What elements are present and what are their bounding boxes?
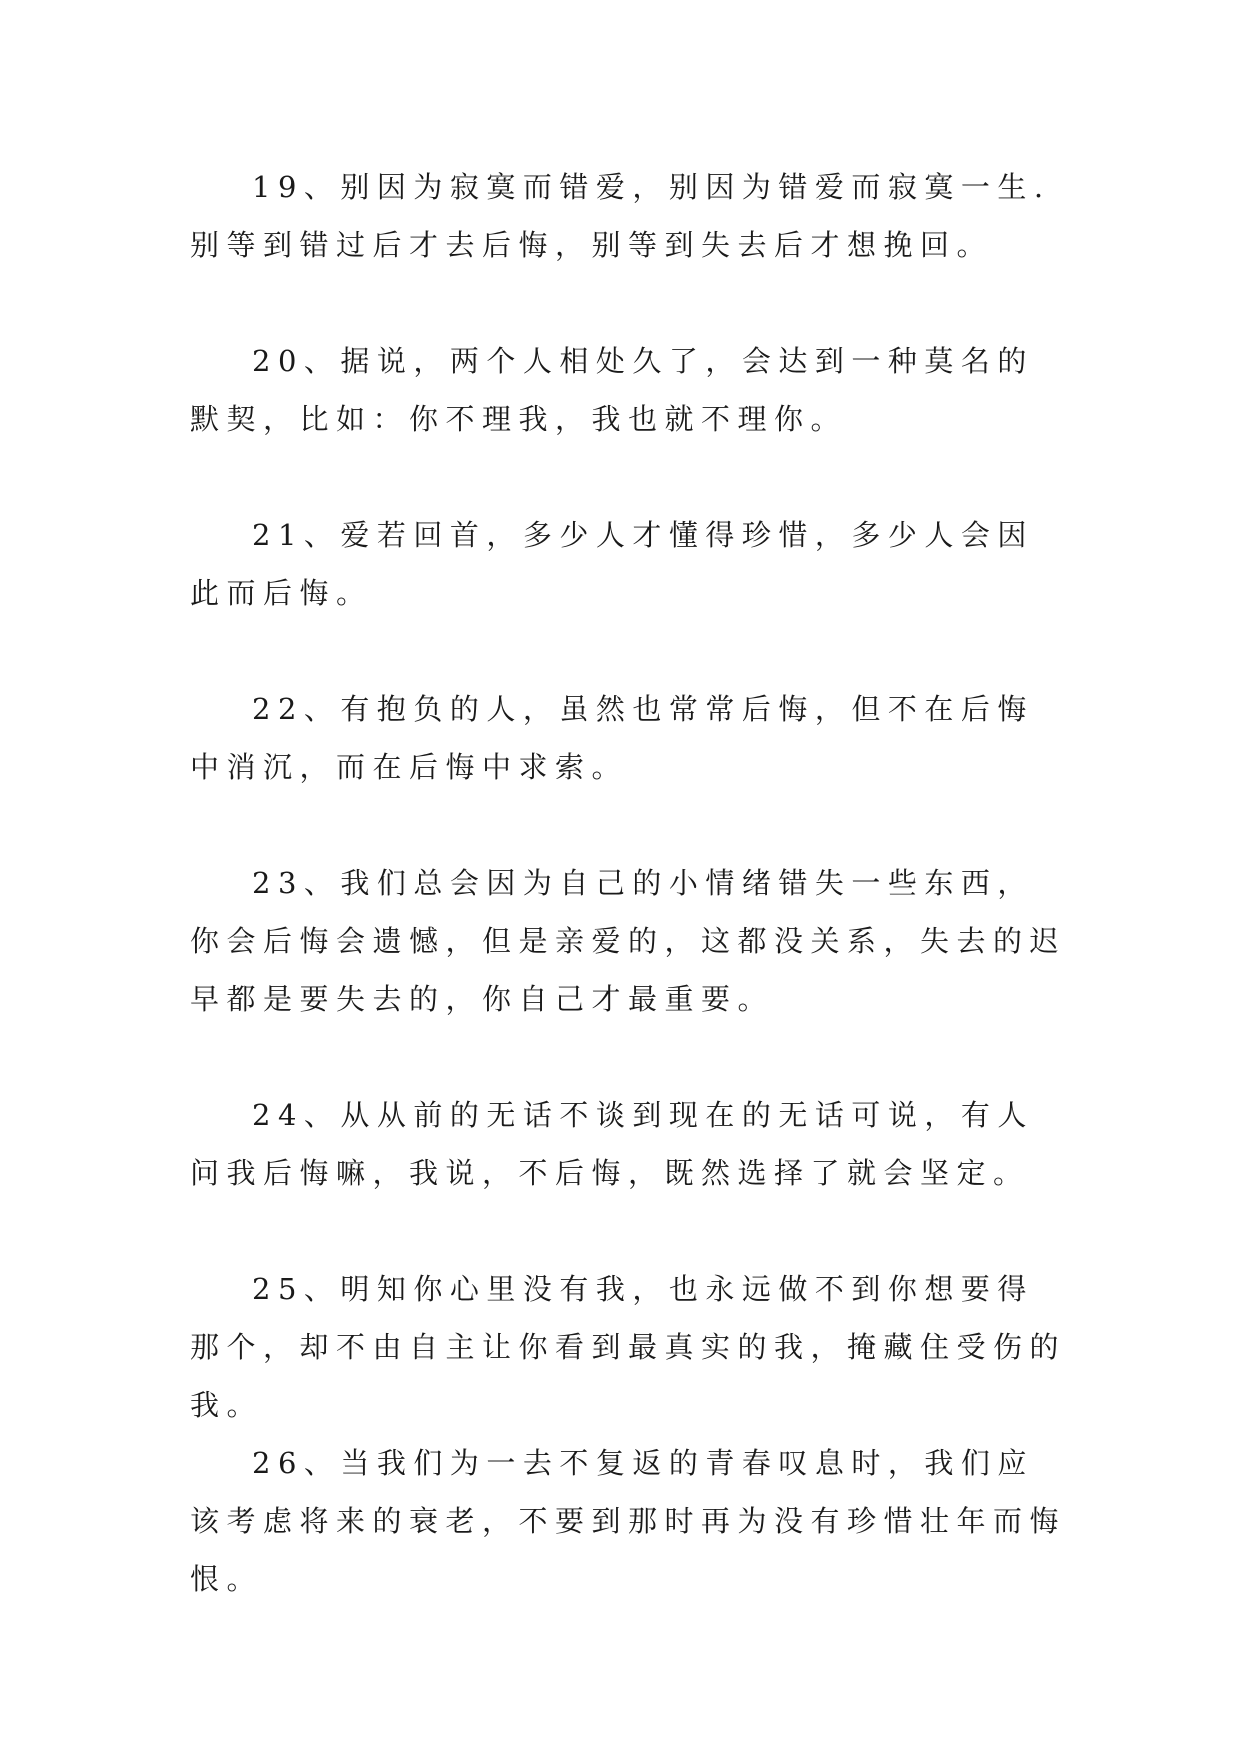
paragraph-21: 21、爱若回首，多少人才懂得珍惜，多少人会因此而后悔。 (190, 518, 1034, 610)
paragraph-22: 22、有抱负的人，虽然也常常后悔，但不在后悔中消沉，而在后悔中求索。 (190, 692, 1034, 784)
paragraph-25: 25、明知你心里没有我，也永远做不到你想要得那个，却不由自主让你看到最真实的我，掩藏住受伤的我。 (190, 1272, 1067, 1422)
paragraph-20: 20、据说，两个人相处久了，会达到一种莫名的默契，比如：你不理我，我也就不理你。 (190, 344, 1034, 436)
paragraph-26: 26、当我们为一去不复返的青春叹息时，我们应该考虑将来的衰老，不要到那时再为没有珍惜壮年而悔恨。 (190, 1446, 1067, 1596)
paragraph-23: 23、我们总会因为自己的小情绪错失一些东西，你会后悔会遗憾，但是亲爱的，这都没关系，失去的迟早都是要失去的，你自己才最重要。 (190, 866, 1067, 1016)
paragraph-19: 19、别因为寂寞而错爱，别因为错爱而寂寞一生.别等到错过后才去后悔，别等到失去后才想挽回。 (190, 170, 1051, 262)
paragraph-24: 24、从从前的无话不谈到现在的无话可说，有人问我后悔嘛，我说，不后悔，既然选择了就会坚定。 (190, 1098, 1034, 1190)
